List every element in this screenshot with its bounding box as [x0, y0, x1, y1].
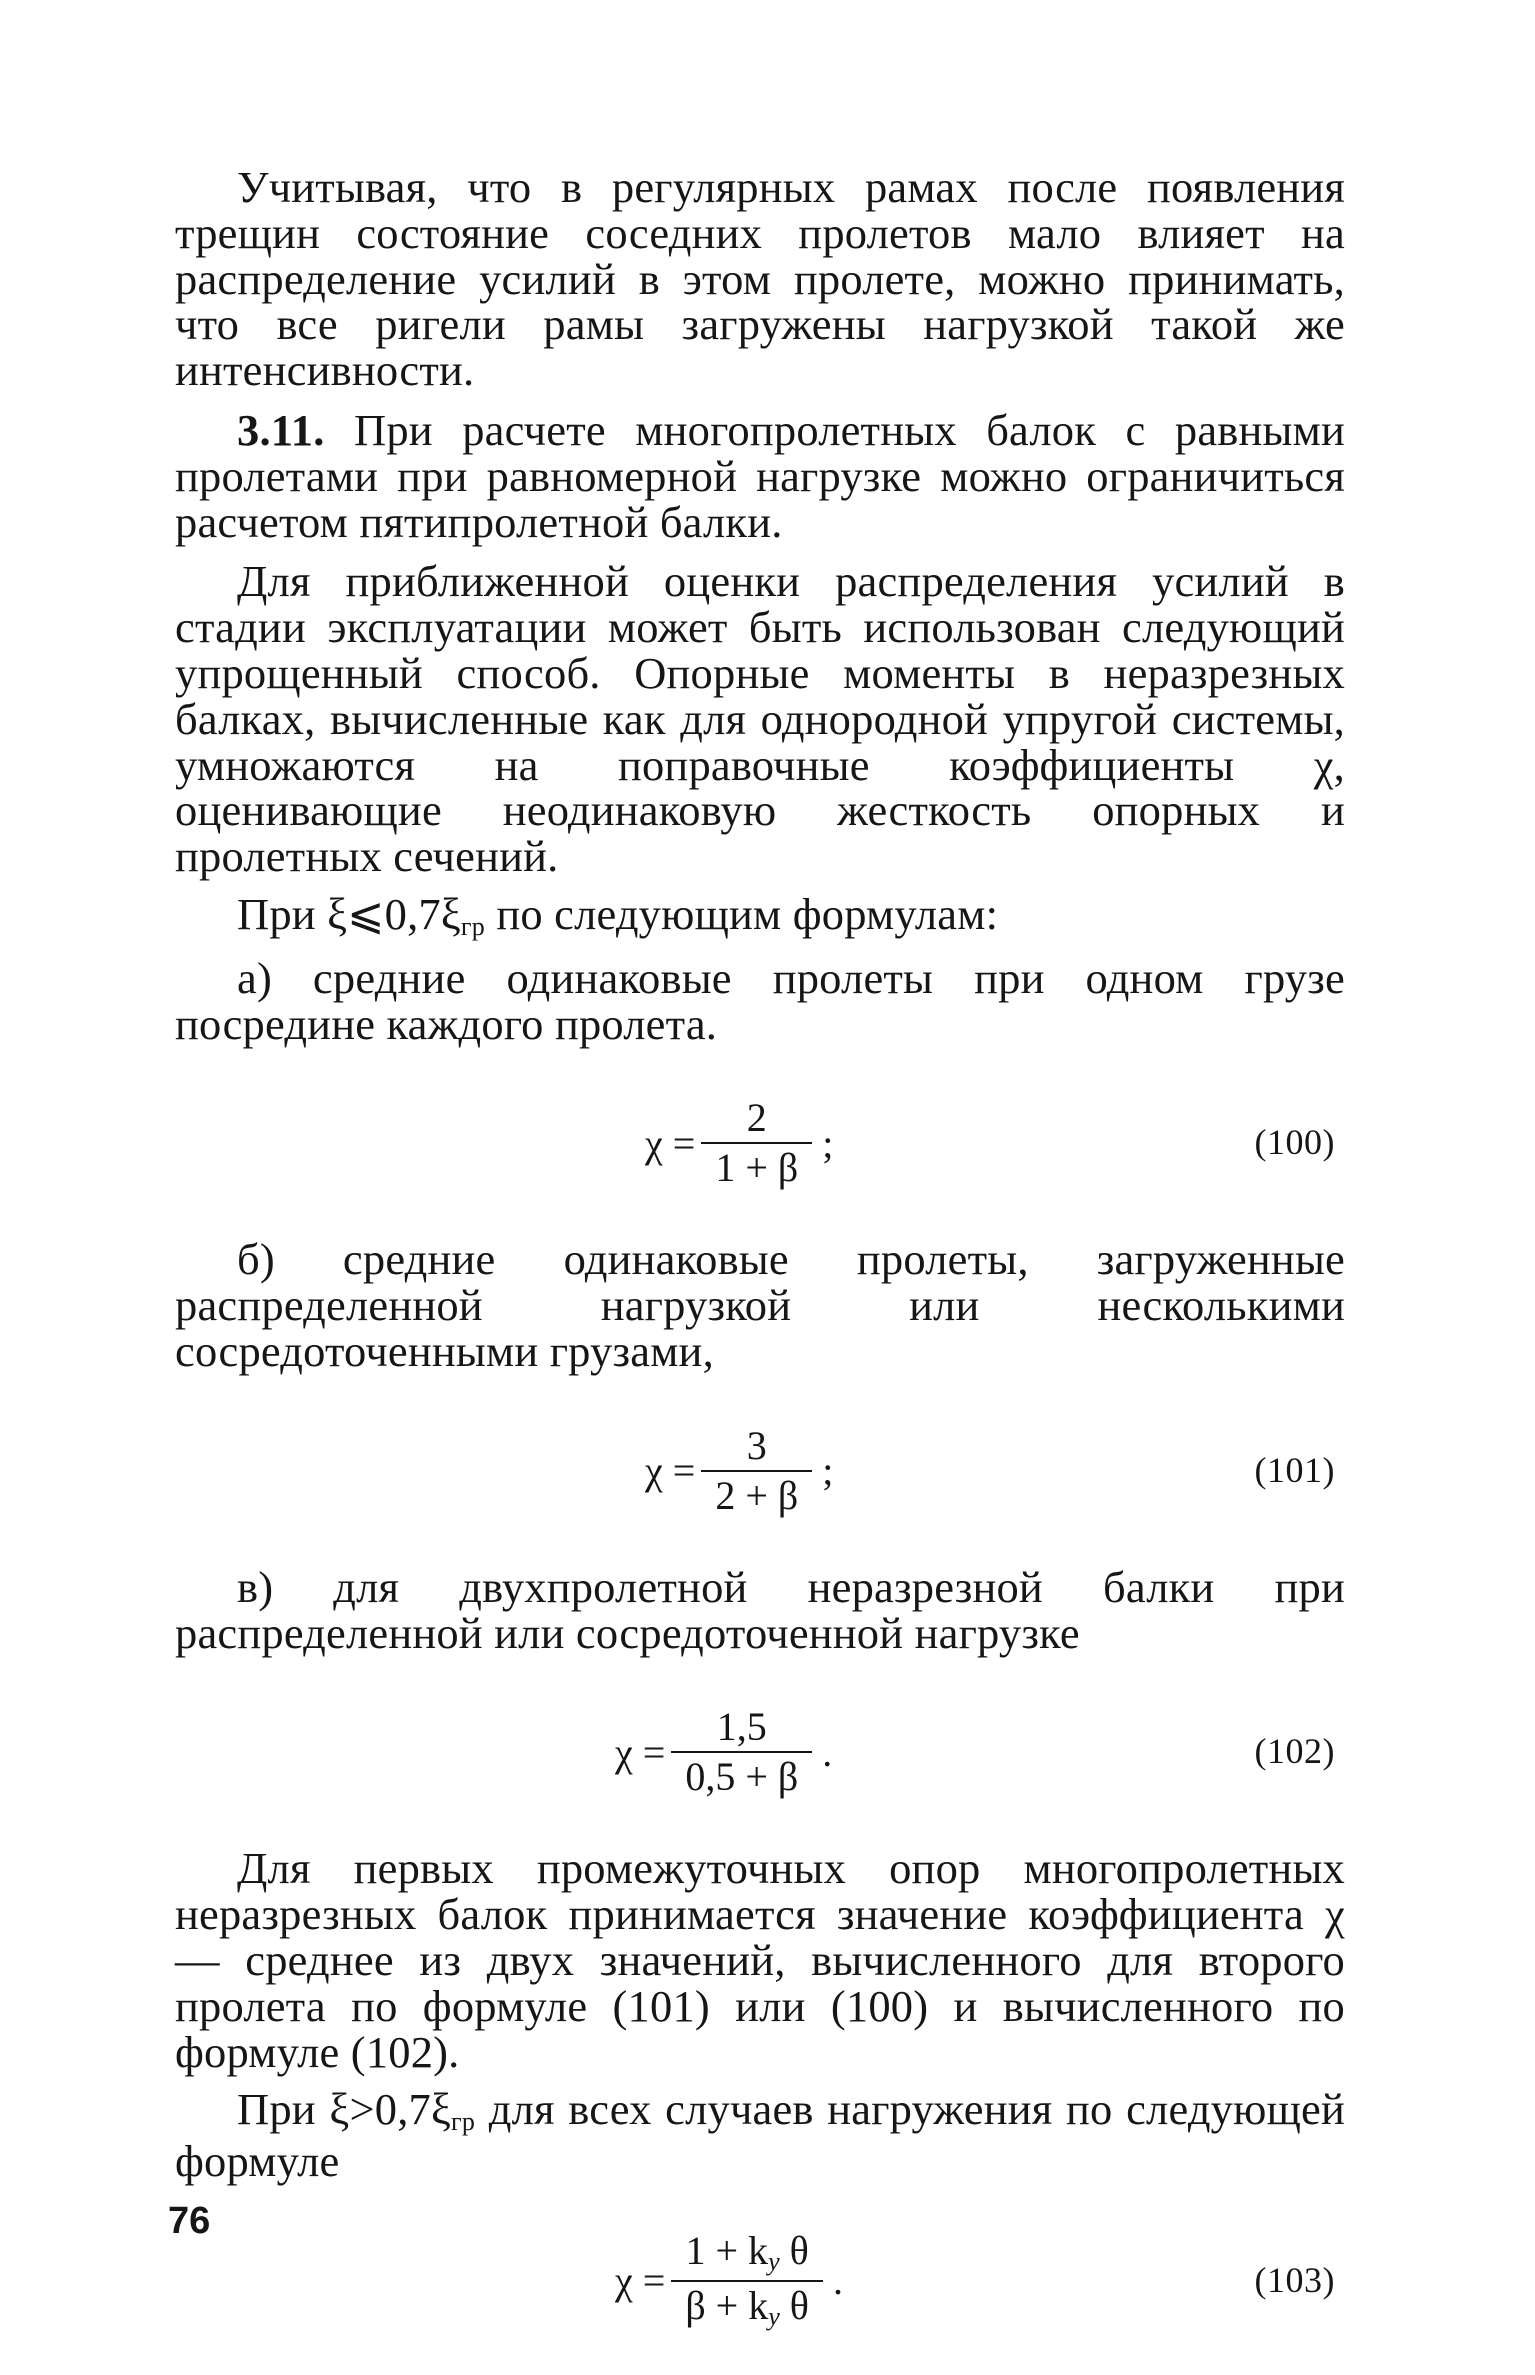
numerator [676, 2227, 819, 2280]
denominator: 1 + β [701, 1142, 812, 1188]
formula-lhs: χ [645, 1448, 663, 1494]
equation-number: (100) [1254, 1122, 1335, 1163]
paragraph-frames: Учитывая, что в регулярных рамах после появления трещин состояние соседних пролетов мало влияет на распределение усилий в этом пролете, можно принимать, что все ригели рамы загружены нагрузкой такой же интенсивности. [175, 162, 1345, 396]
equation-number: (101) [1254, 1449, 1335, 1490]
numerator: 2 [746, 1095, 767, 1141]
denominator-main: β + k [685, 2282, 769, 2328]
formula-punct: ; [822, 1448, 834, 1494]
paragraph-condition-1 [175, 888, 1345, 944]
fraction [701, 1422, 812, 1518]
fraction [671, 1704, 812, 1800]
numerator-sub: y [768, 2246, 780, 2276]
denominator [671, 2280, 823, 2331]
paragraph-case-c: в) для двухпролетной неразрезной балки при распределенной или сосредоточенной нагрузке [175, 1561, 1345, 1658]
condition-2-sub: гр [451, 2107, 476, 2137]
formula-eq: = [672, 1120, 696, 1166]
condition-1-sub: гр [460, 911, 485, 941]
formula-100 [175, 1087, 1345, 1199]
numerator: 3 [746, 1422, 767, 1468]
paragraph-3-11-text: При расчете многопролетных балок с равными пролетами при равномерной нагрузке можно ограничиться расчетом пятипролетной балки. [175, 404, 1345, 547]
paragraph-approximate-method: Для приближенной оценки распределения усилий в стадии эксплуатации может быть использован следующий упрощенный способ. Опорные моменты в неразрезных балках, вычисленные как для однородной упругой системы, умножаются на поправочные коэффициенты χ, оценивающие неодинаковую жесткость опорных и пролетных сечений. [175, 556, 1345, 882]
formula-102 [175, 1696, 1345, 1808]
denominator-sub: y [768, 2301, 780, 2331]
equation-number: (103) [1254, 2259, 1335, 2300]
paragraph-3-11 [175, 404, 1345, 547]
condition-1-pre: При ξ⩽0,7ξ [237, 888, 461, 939]
numerator-tail: θ [779, 2227, 809, 2273]
formula-eq: = [642, 2258, 666, 2304]
formula-punct: . [832, 2258, 843, 2304]
formula-eq: = [672, 1448, 696, 1494]
formula-lhs: χ [615, 1729, 633, 1775]
formula-punct: ; [822, 1120, 834, 1166]
page-content [175, 162, 1345, 2375]
condition-2-post: для всех случаев нагружения по следующей формуле [175, 2084, 1345, 2187]
paragraph-condition-2 [175, 2084, 1345, 2187]
numerator: 1,5 [716, 1704, 767, 1750]
fraction [701, 1095, 812, 1191]
paragraph-case-a: а) средние одинаковые пролеты при одном грузе посредине каждого пролета. [175, 952, 1345, 1049]
formula-103 [175, 2225, 1345, 2337]
formula-eq: = [642, 1729, 666, 1775]
section-number: 3.11. [237, 404, 325, 455]
fraction [671, 2227, 823, 2331]
formula-lhs: χ [615, 2258, 633, 2304]
denominator-tail: θ [779, 2282, 809, 2328]
denominator: 2 + β [701, 1470, 812, 1516]
page-number: 76 [168, 2200, 211, 2242]
condition-1-post: по следующим формулам: [485, 888, 999, 939]
formula-punct: . [822, 1729, 833, 1775]
formula-101 [175, 1415, 1345, 1527]
equation-number: (102) [1254, 1731, 1335, 1772]
paragraph-case-b: б) средние одинаковые пролеты, загруженные распределенной нагрузкой или несколькими сосредоточенными грузами, [175, 1234, 1345, 1376]
numerator-main: 1 + k [685, 2227, 769, 2273]
paragraph-intermediate-supports: Для первых промежуточных опор многопролетных неразрезных балок принимается значение коэффициента χ — среднее из двух значений, вычисленного для второго пролета по формуле (101) или (100) и вычисленного по формуле (102). [175, 1843, 1345, 2077]
formula-lhs: χ [645, 1120, 663, 1166]
condition-2-pre: При ξ>0,7ξ [237, 2084, 452, 2135]
denominator: 0,5 + β [671, 1751, 812, 1797]
